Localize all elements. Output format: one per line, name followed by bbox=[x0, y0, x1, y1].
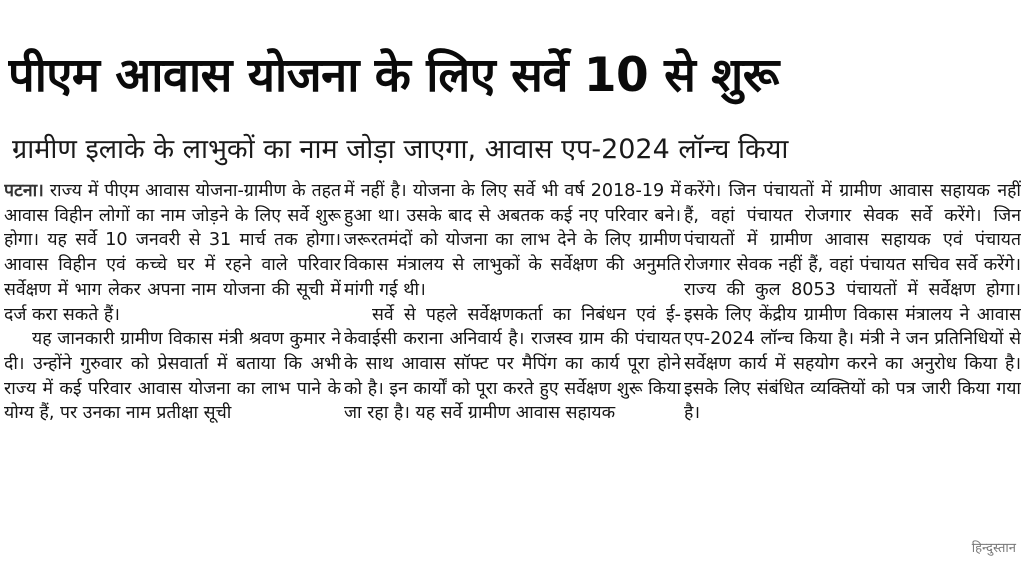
article-paragraph: यह जानकारी ग्रामीण विकास मंत्री श्रवण कुमार ने दी। उन्होंने गुरुवार को प्रेसवार्ता में बताया कि अभी राज्य में कई परिवार आवास योजना का लाभ पाने के योग्य हैं, पर उनका नाम प्रतीक्षा सूची bbox=[4, 329, 341, 424]
headline: पीएम आवास योजना के लिए सर्वे 10 से शुरू bbox=[8, 48, 779, 103]
article-body bbox=[4, 179, 1020, 551]
article-paragraph: में नहीं है। योजना के लिए सर्वे भी वर्ष 2018-19 में हुआ था। उसके बाद से अबतक कई नए परिवार बने। जरूरतमंदों को योजना का लाभ देने के लिए ग्रामीण विकास मंत्रालय से लाभुकों के सर्वेक्षण की अनुमति मांगी गई थी। bbox=[344, 181, 681, 300]
article-paragraph: करेंगे। जिन पंचायतों में ग्रामीण आवास सहायक नहीं हैं, वहां पंचायत रोजगार सेवक सर्वे करेंगे। जिन पंचायतों में ग्रामीण आवास सहायक एवं पंचायत रोजगार सेवक नहीं हैं, वहां पंचायत सचिव सर्वे करेंगे। राज्य की कुल 8053 पंचायतों में सर्वेक्षण होगा। इसके लिए केंद्रीय ग्रामीण विकास मंत्रालय ने आवास एप-2024 लॉन्च किया है। मंत्री ने जन प्रतिनिधियों से सर्वेक्षण कार्य में सहयोग करने का अनुरोध किया है। इसके लिए संबंधित व्यक्तियों को पत्र जारी किया गया है। bbox=[684, 181, 1021, 424]
dateline: पटना। bbox=[4, 181, 44, 201]
article-column-1 bbox=[4, 179, 341, 551]
article-paragraph bbox=[4, 179, 341, 327]
paragraph-text: राज्य में पीएम आवास योजना-ग्रामीण के तहत आवास विहीन लोगों का नाम जोड़ने के लिए सर्वे शुरू होगा। यह सर्वे 10 जनवरी से 31 मार्च तक होगा। आवास विहीन एवं कच्चे घर में रहने वाले परिवार सर्वेक्षण में भाग लेकर अपना नाम योजना की सूची में दर्ज करा सकते हैं। bbox=[4, 181, 341, 325]
subheadline: ग्रामीण इलाके के लाभुकों का नाम जोड़ा जाएगा, आवास एप-2024 लॉन्च किया bbox=[12, 134, 789, 165]
article-paragraph: सर्वे से पहले सर्वेक्षणकर्ता का निबंधन एवं ई-केवाईसी कराना अनिवार्य है। राजस्व ग्राम की पंचायत के साथ आवास सॉफ्ट पर मैपिंग का कार्य पूरा होने को है। इन कार्यों को पूरा करते हुए सर्वेक्षण शुरू किया जा रहा है। यह सर्वे ग्रामीण आवास सहायक bbox=[344, 304, 681, 424]
article-column-2 bbox=[344, 179, 681, 551]
article-column-3 bbox=[684, 179, 1021, 551]
source-mark: हिन्दुस्तान bbox=[971, 541, 1016, 556]
